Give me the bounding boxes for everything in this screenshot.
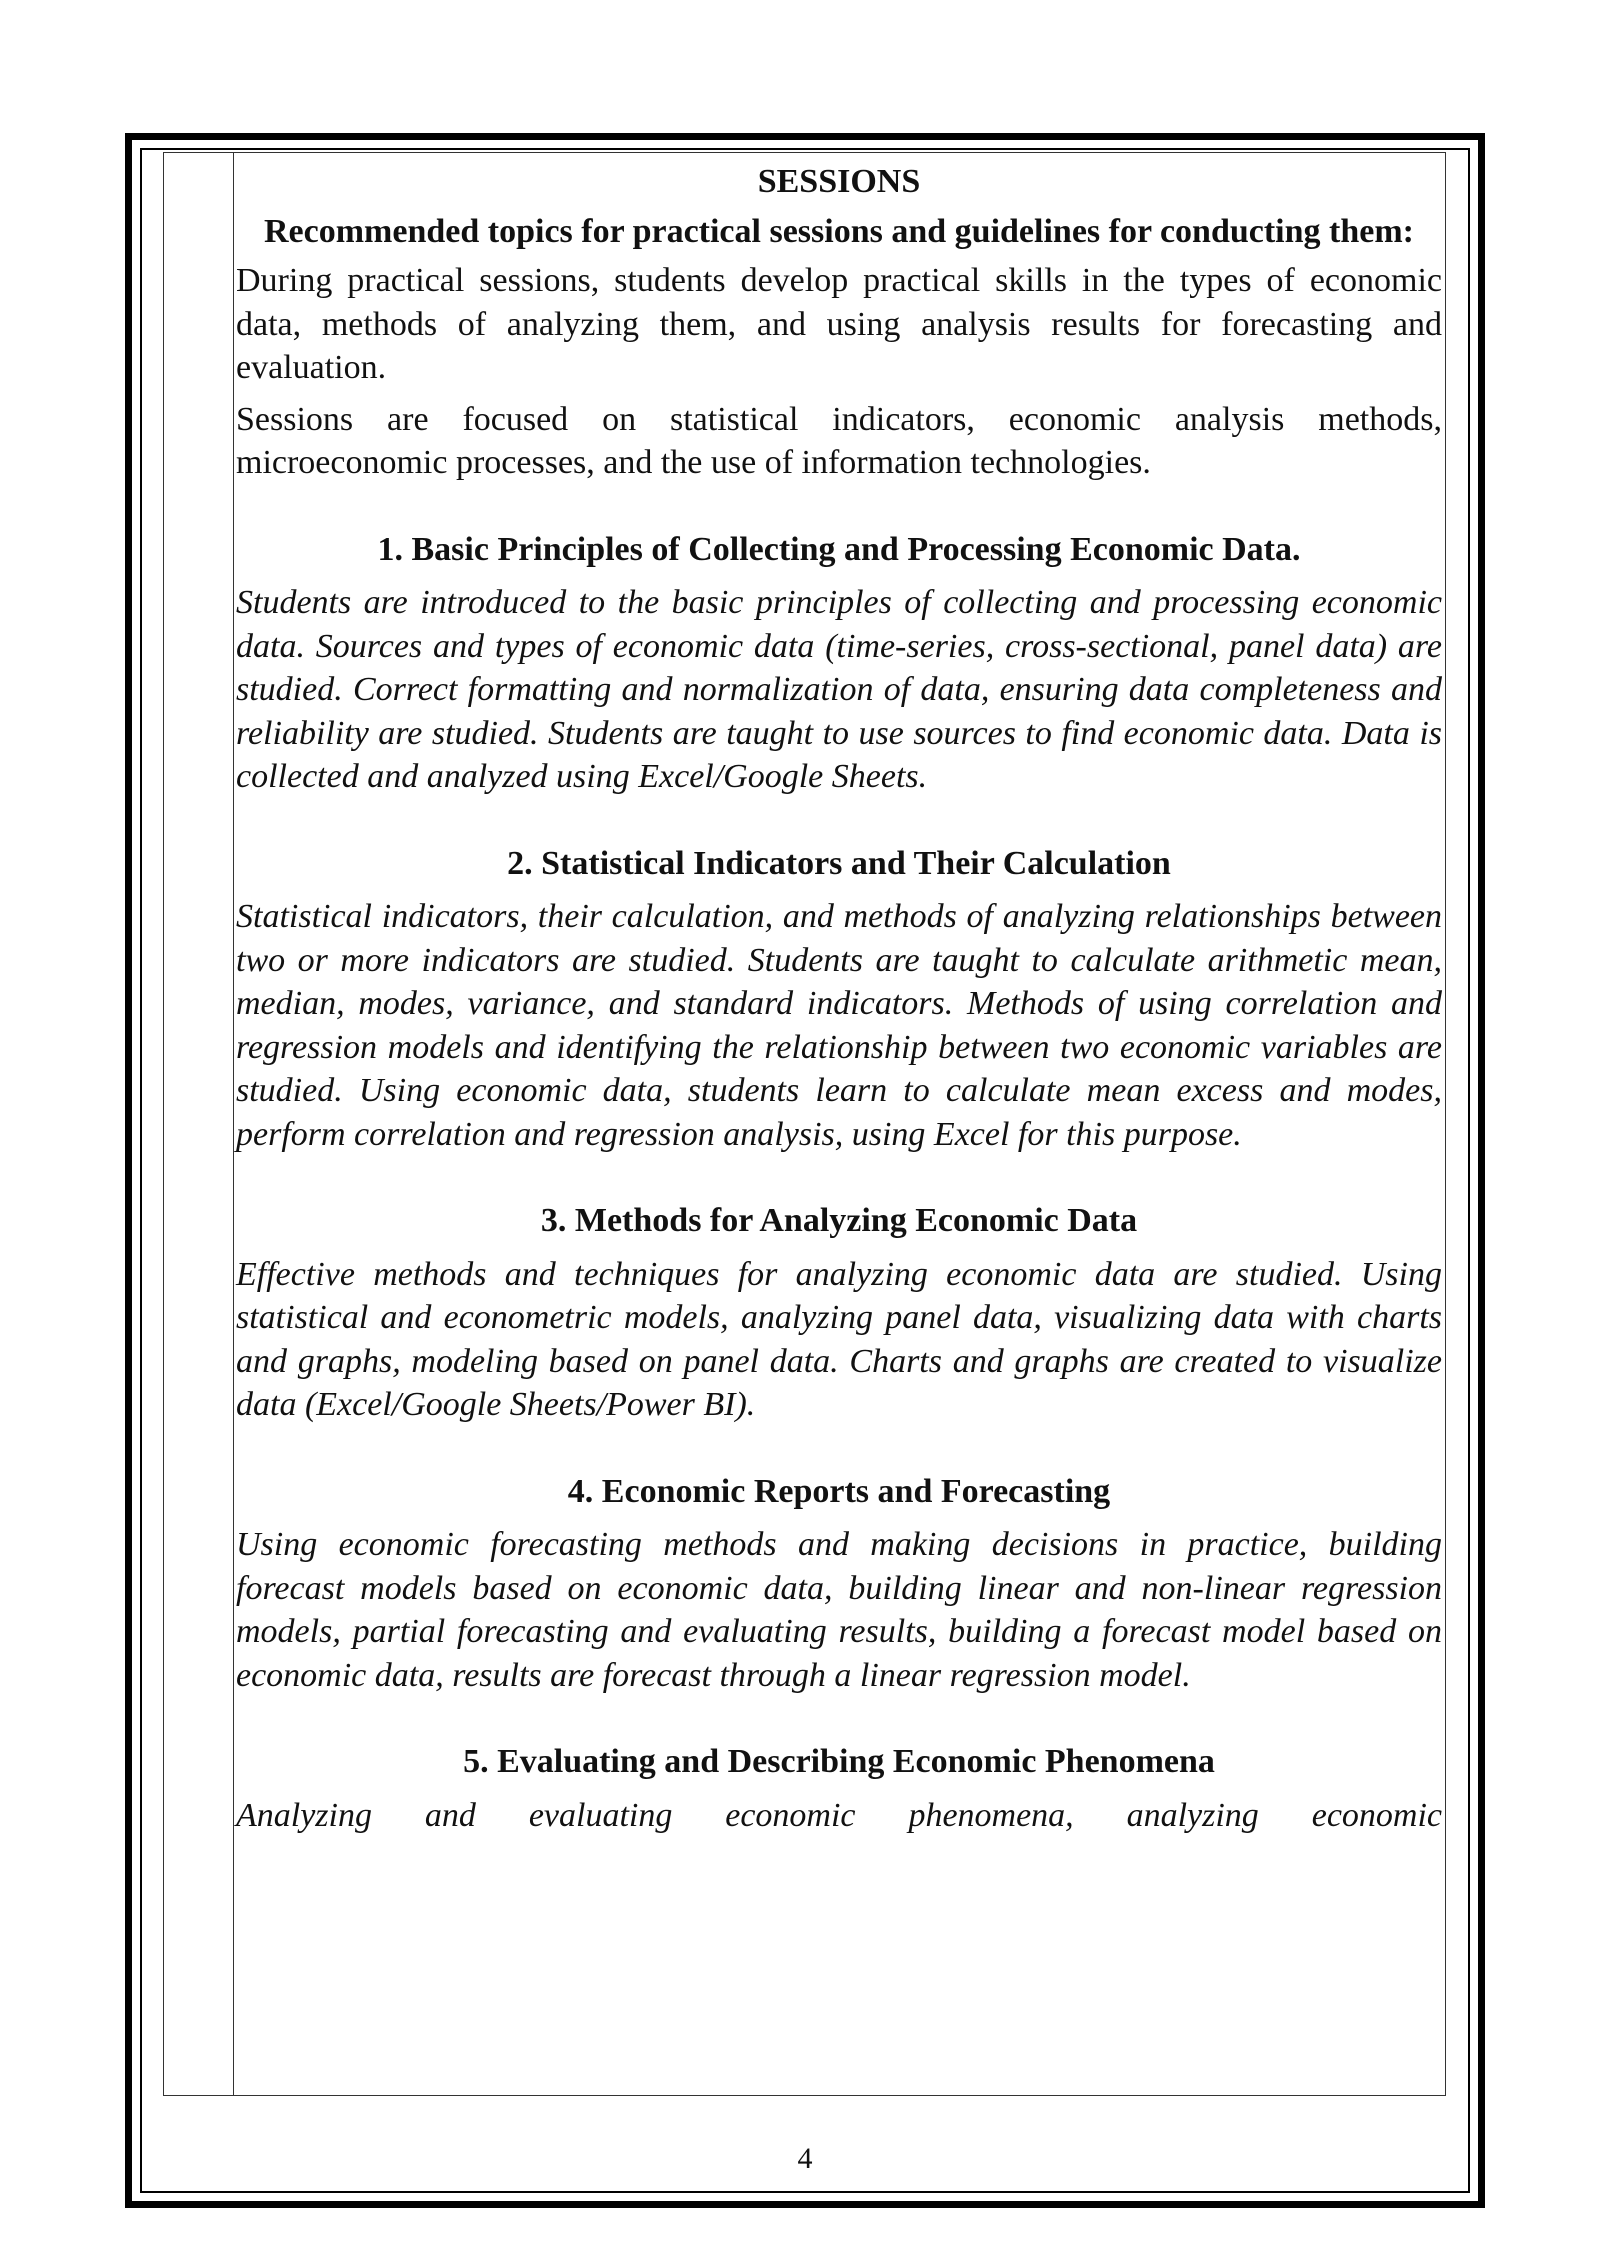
table-content-cell: [236, 160, 1442, 1837]
topic-section-1: [236, 528, 1442, 799]
intro-block: [236, 259, 1442, 485]
page-subtitle: Recommended topics for practical sessions and guidelines for conducting them:: [263, 212, 1414, 250]
topic-section-4: [236, 1470, 1442, 1698]
topic-description: Effective methods and techniques for analyzing economic data are studied. Using statistical and econometric models, analyzing panel data, visualizing data with charts and graphs, modeling based on panel data. Charts and graphs are created to visualize data (Excel/Google Sheets/Power BI).: [236, 1255, 1442, 1423]
topic-description: Using economic forecasting methods and making decisions in practice, building forecast models based on economic data, building linear and non-linear regression models, partial forecasting and evaluating results, building a forecast model based on economic data, results are forecast through a linear regression model.: [236, 1526, 1442, 1694]
topic-section-3: [236, 1199, 1442, 1427]
intro-paragraph: Sessions are focused on statistical indicators, economic analysis methods, microeconomic processes, and the use of information technologies.: [236, 400, 1442, 481]
topic-heading: 4. Economic Reports and Forecasting: [567, 1472, 1111, 1510]
topic-heading: 3. Methods for Analyzing Economic Data: [540, 1202, 1138, 1239]
topic-section-2: [236, 842, 1442, 1157]
topic-heading: 5. Evaluating and Describing Economic Phenomena: [463, 1743, 1215, 1780]
topic-description: Students are introduced to the basic principles of collecting and processing economic data. Sources and types of economic data (time-series, cross-sectional, panel data) are studied. Correct formatting and normalization of data, ensuring data completeness and reliability are studied. Students are taught to use sources to find economic data. Data is collected and analyzed using Excel/Google Sheets.: [236, 584, 1442, 795]
topic-heading: 1. Basic Principles of Collecting and Processing Economic Data.: [377, 530, 1301, 568]
topic-description: Analyzing and evaluating economic phenomena, analyzing economic: [236, 1796, 1442, 1834]
topic-heading: 2. Statistical Indicators and Their Calculation: [507, 844, 1171, 882]
topic-description: Statistical indicators, their calculation, and methods of analyzing relationships between two or more indicators are studied. Students are taught to calculate arithmetic mean, median, modes, variance, and standard indicators. Methods of using correlation and regression models and identifying the relationship between two economic variables are studied. Using economic data, students learn to calculate mean excess and modes, perform correlation and regression analysis, using Excel for this purpose.: [236, 898, 1442, 1153]
topic-section-5: [236, 1740, 1442, 1837]
table-column-divider: [233, 152, 234, 2096]
intro-paragraph: During practical sessions, students develop practical skills in the types of economic data, methods of analyzing them, and using analysis results for forecasting and evaluation.: [236, 262, 1442, 386]
page-title: SESSIONS: [757, 163, 921, 200]
page-number: 4: [797, 2142, 813, 2175]
